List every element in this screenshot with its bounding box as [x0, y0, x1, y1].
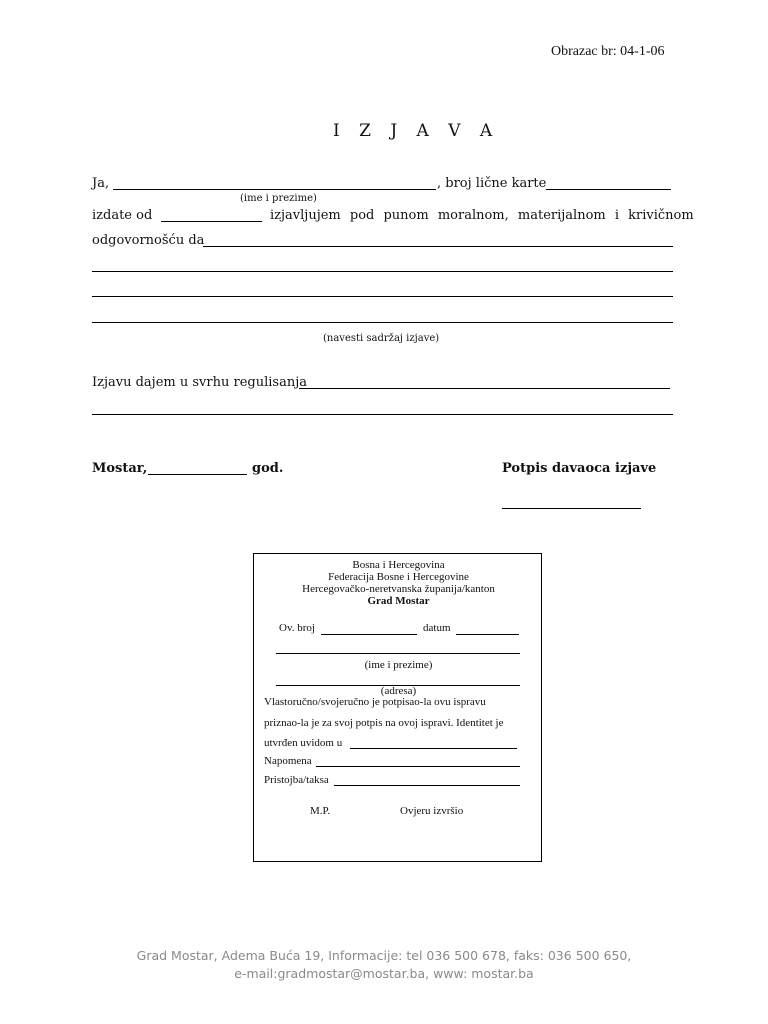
issued-by-field-line[interactable]	[161, 221, 262, 222]
content-field-line-2[interactable]	[92, 271, 673, 272]
stamp-name-field-line[interactable]	[276, 653, 520, 654]
content-field-line-4[interactable]	[92, 322, 673, 323]
year-suffix: god.	[252, 461, 284, 476]
signature-field-line[interactable]	[502, 508, 641, 509]
pristojba-label: Pristojba/taksa	[264, 774, 329, 786]
ov-broj-field-line[interactable]	[321, 634, 417, 635]
content-field-line-3[interactable]	[92, 296, 673, 297]
napomena-label: Napomena	[264, 755, 312, 767]
name-caption: (ime i prezime)	[240, 193, 317, 204]
id-card-label: , broj lične karte	[437, 176, 547, 191]
identity-field-line[interactable]	[350, 748, 517, 749]
ov-broj-label: Ov. broj	[279, 622, 315, 634]
signer-label: Potpis davaoca izjave	[502, 461, 657, 476]
stamp-address-caption: (adresa)	[380, 685, 417, 697]
id-card-field-line[interactable]	[546, 189, 671, 190]
place-label: Mostar,	[92, 461, 148, 476]
responsibility-label: odgovornošću da	[92, 233, 205, 248]
content-caption: (navesti sadržaj izjave)	[323, 333, 440, 344]
stamp-city: Grad Mostar	[367, 595, 430, 607]
purpose-label: Izjavu dajem u svrhu regulisanja	[92, 375, 307, 390]
datum-field-line[interactable]	[456, 634, 519, 635]
stamp-canton: Hercegovačko-neretvanska županija/kanton	[302, 583, 495, 595]
name-field-line[interactable]	[113, 189, 436, 190]
footer-contact: e-mail:gradmostar@mostar.ba, www: mostar.ba	[234, 966, 534, 981]
certification-stamp-box	[253, 553, 542, 862]
pristojba-field-line[interactable]	[334, 785, 520, 786]
stamp-header	[254, 559, 543, 607]
purpose-field-line-2[interactable]	[92, 414, 673, 415]
footer-address: Grad Mostar, Adema Buća 19, Informacije: tel 036 500 678, faks: 036 500 650,	[136, 948, 632, 963]
content-field-line-1[interactable]	[203, 246, 673, 247]
stamp-text-2: priznao-la je za svoj potpis na ovoj ispravi. Identitet je	[264, 717, 504, 729]
stamp-federation: Federacija Bosne i Hercegovine	[328, 571, 469, 583]
declaration-text: izjavljujem pod punom moralnom, materijalnom i krivičnom	[270, 208, 694, 223]
intro-ja: Ja,	[92, 176, 110, 191]
mp-label: M.P.	[310, 805, 331, 817]
stamp-text-3: utvrđen uvidom u	[264, 737, 343, 749]
stamp-country: Bosna i Hercegovina	[352, 559, 445, 571]
purpose-field-line-1[interactable]	[299, 388, 670, 389]
issued-by-label: izdate od	[92, 208, 153, 223]
date-field-line[interactable]	[148, 474, 247, 475]
datum-label: datum	[423, 622, 451, 634]
stamp-name-caption: (ime i prezime)	[364, 659, 433, 671]
form-number: Obrazac br: 04-1-06	[551, 44, 665, 59]
ovjeru-label: Ovjeru izvršio	[400, 805, 464, 817]
document-title: I Z J A V A	[333, 121, 500, 141]
stamp-text-1: Vlastoručno/svojeručno je potpisao-la ovu ispravu	[264, 696, 486, 708]
napomena-field-line[interactable]	[316, 766, 520, 767]
